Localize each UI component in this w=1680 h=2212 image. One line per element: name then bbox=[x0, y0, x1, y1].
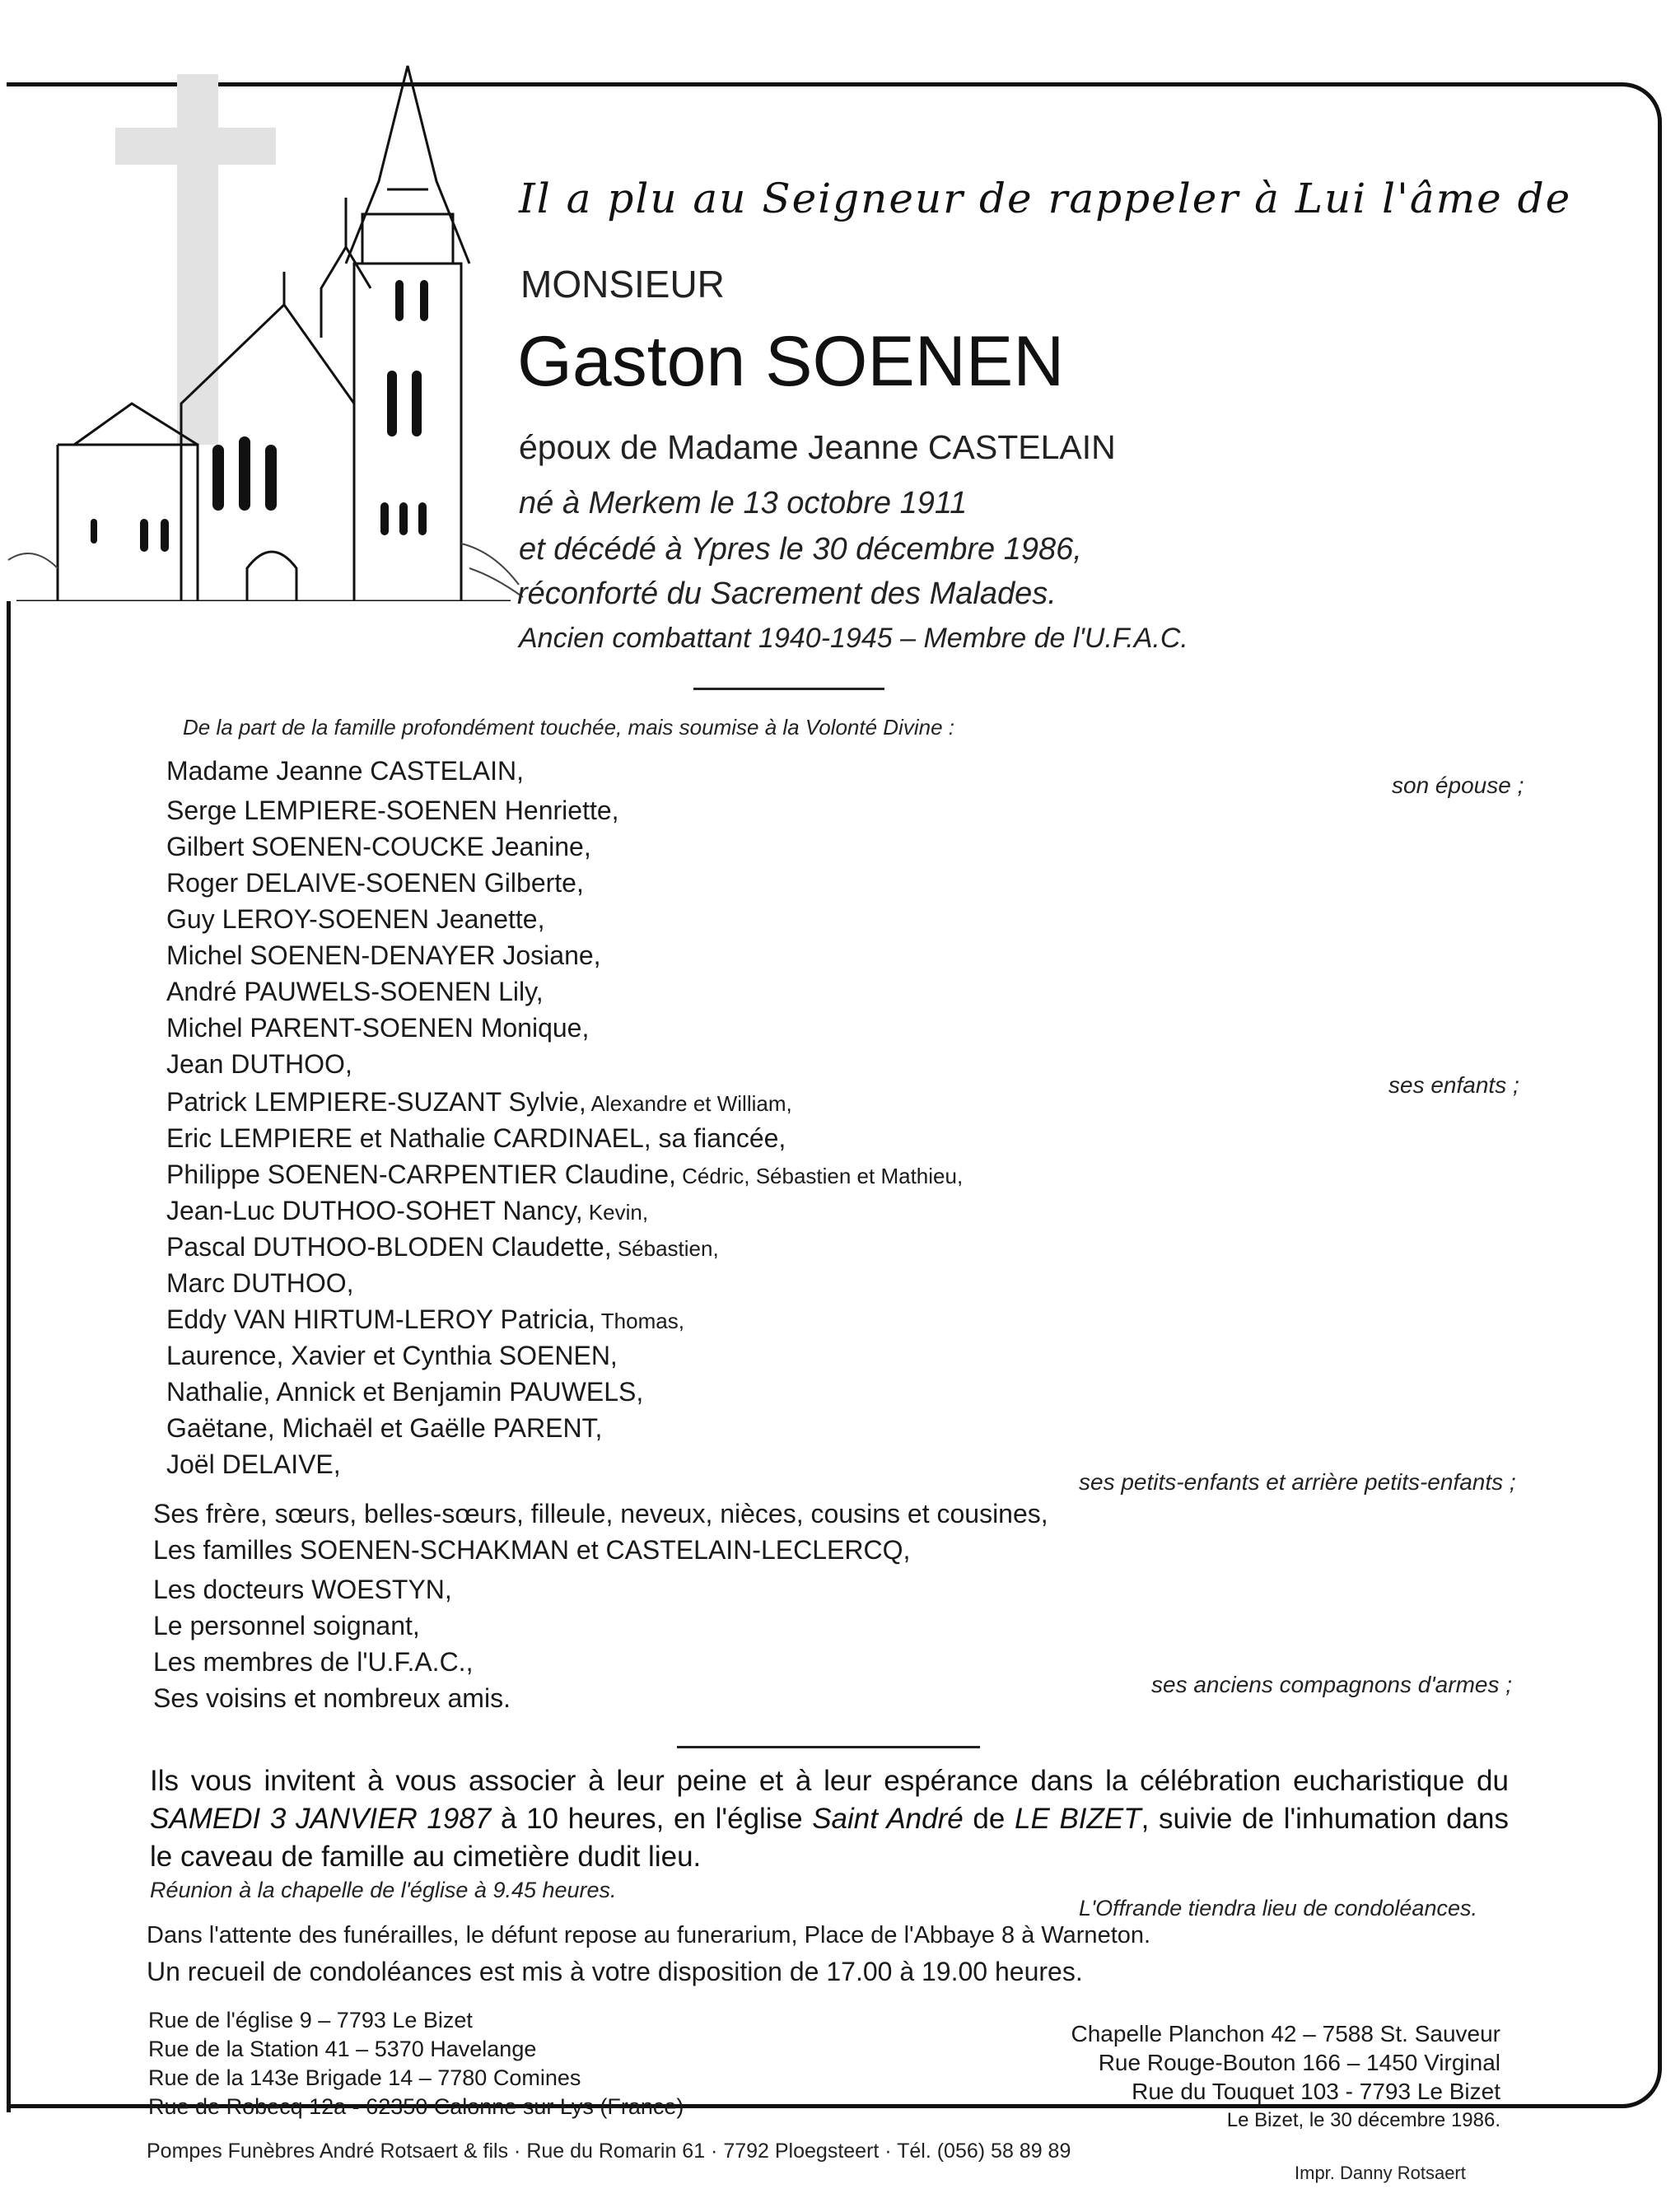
family-child: André PAUWELS-SOENEN Lily, bbox=[166, 977, 544, 1006]
deceased-name: Gaston SOENEN bbox=[517, 322, 1065, 401]
family-grandchild: Joël DELAIVE, bbox=[166, 1449, 341, 1479]
death-line: et décédé à Ypres le 30 décembre 1986, bbox=[519, 532, 1082, 567]
role-comrades: ses anciens compagnons d'armes ; bbox=[1151, 1672, 1513, 1697]
family-spouse: Madame Jeanne CASTELAIN, bbox=[166, 756, 524, 786]
family-child: Roger DELAIVE-SOENEN Gilberte, bbox=[166, 868, 584, 898]
address-line: Rue Rouge-Bouton 166 – 1450 Virginal bbox=[1098, 2050, 1500, 2075]
divider-bottom bbox=[677, 1746, 980, 1748]
birth-line: né à Merkem le 13 octobre 1911 bbox=[519, 486, 968, 520]
funeral-home-footer: Pompes Funèbres André Rotsaert & fils · Rue du Romarin 61 · 7792 Ploegsteert · Tél. (056) 58 89 89 bbox=[147, 2140, 1071, 2163]
family-grandchild: Pascal DUTHOO-BLODEN Claudette, Sébastien, bbox=[166, 1232, 719, 1262]
family-child: Jean DUTHOO, bbox=[166, 1049, 352, 1079]
family-grandchild: Eddy VAN HIRTUM-LEROY Patricia, Thomas, bbox=[166, 1304, 684, 1334]
family-other: Les membres de l'U.F.A.C., bbox=[153, 1647, 474, 1677]
address-line: Rue de la Station 41 – 5370 Havelange bbox=[148, 2037, 537, 2061]
family-child: Serge LEMPIERE-SOENEN Henriette, bbox=[166, 796, 619, 825]
family-child: Michel PARENT-SOENEN Monique, bbox=[166, 1013, 590, 1043]
wake-note: Dans l'attente des funérailles, le défunt repose au funerarium, Place de l'Abbaye 8 à Warneton. bbox=[147, 1922, 1151, 1948]
church-illustration bbox=[0, 58, 527, 601]
family-relatives: Les familles SOENEN-SCHAKMAN et CASTELAIN-LECLERCQ, bbox=[153, 1535, 911, 1565]
border-frame-left bbox=[7, 601, 11, 2112]
divider-top bbox=[693, 688, 884, 690]
family-grandchild: Patrick LEMPIERE-SUZANT Sylvie, Alexandre et William, bbox=[166, 1087, 792, 1117]
family-other: Le personnel soignant, bbox=[153, 1611, 420, 1640]
family-child: Gilbert SOENEN-COUCKE Jeanine, bbox=[166, 832, 591, 861]
family-grandchild: Laurence, Xavier et Cynthia SOENEN, bbox=[166, 1341, 618, 1370]
address-line: Rue de l'église 9 – 7793 Le Bizet bbox=[148, 2008, 473, 2032]
register-note: Un recueil de condoléances est mis à votre disposition de 17.00 à 19.00 heures. bbox=[147, 1957, 1083, 1986]
family-grandchild: Marc DUTHOO, bbox=[166, 1268, 354, 1298]
sacrament-line: réconforté du Sacrement des Malades. bbox=[517, 576, 1057, 611]
title-monsieur: MONSIEUR bbox=[520, 263, 725, 306]
place-date: Le Bizet, le 30 décembre 1986. bbox=[1226, 2109, 1500, 2131]
invitation-text: Ils vous invitent à vous associer à leur peine et à leur espérance dans la célébration eucharistique du SAMEDI 3 JANVIER 1987 à 10 heures, en l'église Saint André de LE BIZET, suivie de l'inhumation dans le caveau de famille au cimetière dudit lieu. bbox=[150, 1765, 1509, 1873]
role-spouse: son épouse ; bbox=[1392, 772, 1524, 798]
family-relatives: Ses frère, sœurs, belles-sœurs, filleule, neveux, nièces, cousins et cousines, bbox=[153, 1499, 1048, 1528]
role-grandchildren: ses petits-enfants et arrière petits-enfants ; bbox=[1079, 1469, 1516, 1495]
address-line: Rue de Robecq 12a - 62350 Calonne sur Lys (France) bbox=[148, 2094, 684, 2119]
addresses-right bbox=[1071, 2019, 1501, 2135]
printer-credit: Impr. Danny Rotsaert bbox=[1295, 2163, 1466, 2183]
veteran-line: Ancien combattant 1940-1945 – Membre de l'U.F.A.C. bbox=[519, 623, 1188, 654]
address-line: Chapelle Planchon 42 – 7588 St. Sauveur bbox=[1071, 2021, 1500, 2046]
family-child: Guy LEROY-SOENEN Jeanette, bbox=[166, 904, 545, 934]
spouse-line: époux de Madame Jeanne CASTELAIN bbox=[519, 428, 1116, 466]
address-line: Rue de la 143e Brigade 14 – 7780 Comines bbox=[148, 2065, 581, 2090]
announcement-line: Il a plu au Seigneur de rappeler à Lui l'âme de bbox=[519, 175, 1572, 222]
family-grandchild: Jean-Luc DUTHOO-SOHET Nancy, Kevin, bbox=[166, 1196, 649, 1225]
family-grandchild: Eric LEMPIERE et Nathalie CARDINAEL, sa fiancée, bbox=[166, 1123, 786, 1153]
family-intro: De la part de la famille profondément touchée, mais soumise à la Volonté Divine : bbox=[183, 715, 954, 740]
family-grandchild: Philippe SOENEN-CARPENTIER Claudine, Cédric, Sébastien et Mathieu, bbox=[166, 1160, 964, 1189]
family-child: Michel SOENEN-DENAYER Josiane, bbox=[166, 940, 601, 970]
address-line: Rue du Touquet 103 - 7793 Le Bizet bbox=[1132, 2079, 1500, 2104]
offering-note: L'Offrande tiendra lieu de condoléances. bbox=[1079, 1896, 1477, 1920]
family-other: Ses voisins et nombreux amis. bbox=[153, 1683, 511, 1713]
meeting-note: Réunion à la chapelle de l'église à 9.45 heures. bbox=[150, 1878, 617, 1902]
family-other: Les docteurs WOESTYN, bbox=[153, 1575, 452, 1604]
family-grandchild: Nathalie, Annick et Benjamin PAUWELS, bbox=[166, 1377, 644, 1407]
role-children: ses enfants ; bbox=[1388, 1072, 1519, 1098]
family-grandchild: Gaëtane, Michaël et Gaëlle PARENT, bbox=[166, 1413, 603, 1443]
addresses-left bbox=[148, 2006, 684, 2121]
